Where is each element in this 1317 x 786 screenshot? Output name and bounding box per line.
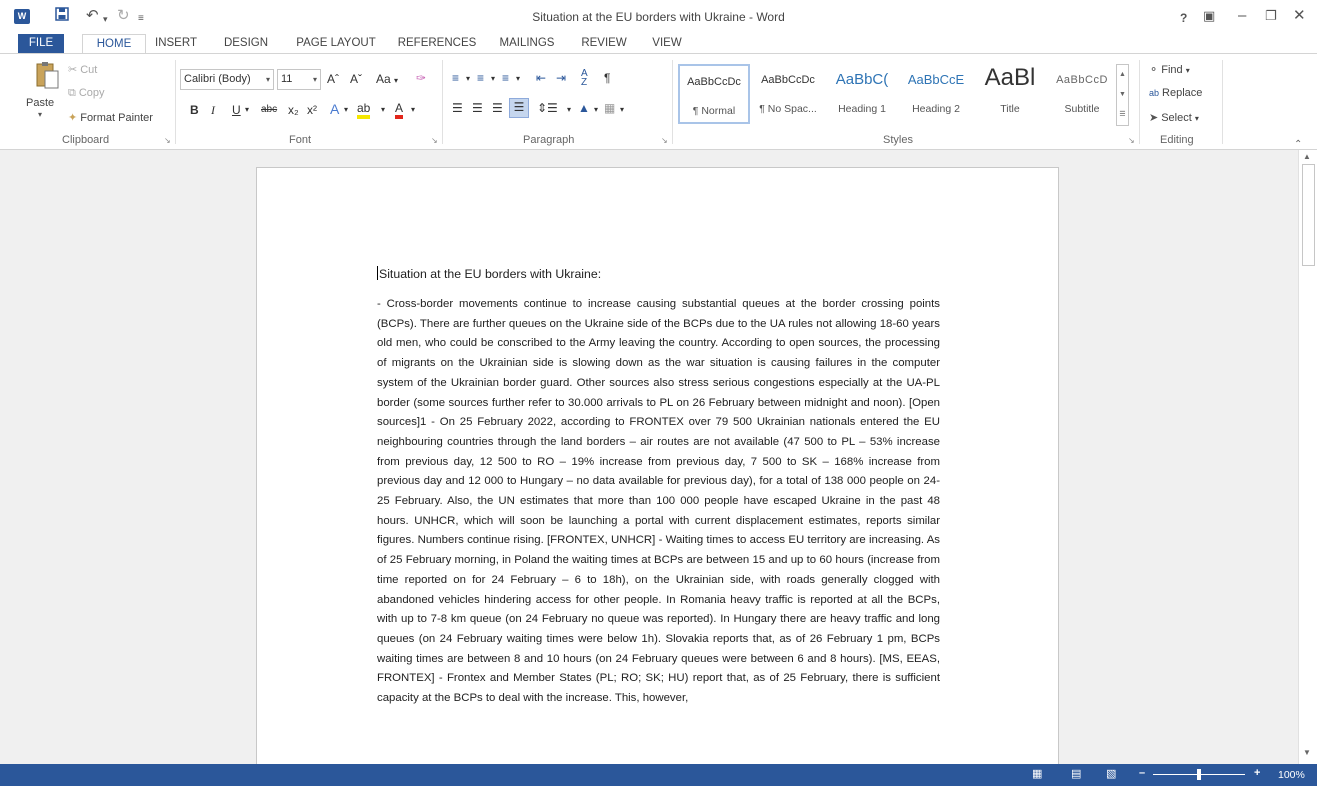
vertical-scrollbar[interactable]: [1298, 150, 1317, 764]
group-divider: [1139, 60, 1140, 144]
style-subtitle[interactable]: [1046, 64, 1118, 124]
copy-icon: ⧉: [68, 87, 76, 99]
chevron-down-icon[interactable]: ▾: [491, 74, 496, 83]
chevron-down-icon[interactable]: ▾: [381, 105, 386, 114]
style-name: Title: [1000, 103, 1020, 115]
undo-icon[interactable]: ↶: [86, 7, 99, 24]
styles-group-label: Styles: [883, 134, 913, 146]
select-label: Select: [1161, 112, 1192, 124]
tab-references[interactable]: REFERENCES: [397, 37, 477, 49]
tab-file[interactable]: FILE: [18, 34, 64, 54]
tab-mailings[interactable]: MAILINGS: [499, 37, 555, 49]
sort-icon[interactable]: A Z: [581, 68, 588, 88]
chevron-down-icon: ▾: [312, 75, 317, 84]
shading-icon[interactable]: ▲: [578, 101, 590, 115]
numbering-icon[interactable]: ≡: [477, 71, 485, 85]
format-painter-label: Format Painter: [80, 112, 153, 124]
style-name: ¶ No Spac...: [759, 103, 817, 115]
read-mode-icon[interactable]: ▦: [1032, 768, 1043, 780]
document-page[interactable]: [256, 167, 1059, 764]
bullets-icon[interactable]: ≡: [452, 71, 460, 85]
print-layout-icon[interactable]: ▤: [1071, 768, 1082, 780]
underline-button[interactable]: U: [232, 103, 241, 117]
style-name: Subtitle: [1064, 103, 1100, 115]
style-preview: AaBbCcDc: [761, 74, 815, 86]
styles-scroll[interactable]: [1116, 64, 1129, 126]
chevron-down-icon[interactable]: ▾: [466, 74, 471, 83]
document-heading[interactable]: [377, 266, 601, 281]
tab-home[interactable]: HOME: [82, 34, 146, 54]
paragraph-launcher-icon[interactable]: ↘: [661, 136, 668, 145]
style-title[interactable]: [974, 64, 1046, 124]
clipboard-group-label: Clipboard: [62, 134, 110, 146]
underline-dropdown-icon[interactable]: ▾: [245, 105, 250, 114]
chevron-down-icon: ▾: [265, 75, 270, 84]
copy-label: Copy: [78, 87, 105, 99]
chevron-down-icon[interactable]: ▾: [516, 74, 521, 83]
font-size-dropdown[interactable]: [277, 69, 321, 90]
italic-button[interactable]: I: [211, 103, 215, 117]
ribbon-display-icon[interactable]: ▣: [1203, 8, 1216, 23]
find-button[interactable]: [1149, 63, 1190, 76]
cut-label: Cut: [80, 64, 98, 76]
redo-icon[interactable]: ↻: [117, 7, 130, 24]
tab-design[interactable]: DESIGN: [223, 37, 269, 49]
chevron-down-icon[interactable]: ▼: [1119, 91, 1126, 98]
binoculars-icon: ⚬: [1149, 64, 1159, 76]
align-center-icon[interactable]: ☰: [472, 101, 483, 115]
close-icon[interactable]: ✕: [1293, 7, 1306, 24]
replace-icon: ab: [1149, 88, 1160, 98]
group-divider: [1222, 60, 1223, 144]
status-bar: [0, 764, 1317, 786]
grow-font-button[interactable]: Aˆ: [327, 72, 339, 86]
subscript-button[interactable]: x₂: [288, 103, 299, 117]
style-preview: AaBl: [984, 64, 1036, 91]
ribbon: [0, 53, 1317, 150]
tab-review[interactable]: REVIEW: [581, 37, 627, 49]
change-case-label: Aa: [376, 72, 391, 86]
style-heading-1[interactable]: [826, 64, 898, 124]
tab-page-layout[interactable]: PAGE LAYOUT: [296, 37, 376, 49]
font-name-dropdown[interactable]: [180, 69, 274, 90]
scroll-thumb[interactable]: [1302, 164, 1315, 266]
document-heading-text: Situation at the EU borders with Ukraine:: [379, 267, 602, 281]
zoom-slider-thumb[interactable]: [1197, 769, 1201, 780]
undo-dropdown-icon[interactable]: ▾: [103, 14, 108, 24]
brush-icon: ✦: [68, 112, 78, 124]
clipboard-launcher-icon[interactable]: ↘: [164, 136, 171, 145]
strikethrough-button[interactable]: abc: [261, 104, 278, 115]
zoom-out-icon[interactable]: –: [1139, 767, 1146, 779]
chevron-down-icon[interactable]: ▾: [411, 105, 416, 114]
ribbon-tabs: [0, 34, 1317, 54]
copy-button[interactable]: [68, 87, 105, 100]
font-size-value: 11: [281, 73, 293, 85]
web-layout-icon[interactable]: ▧: [1106, 768, 1117, 780]
document-canvas: [0, 150, 1298, 764]
chevron-down-icon[interactable]: ▾: [344, 105, 349, 114]
format-painter-button[interactable]: [68, 111, 153, 124]
shrink-font-button[interactable]: Aˇ: [350, 72, 362, 86]
font-color-icon[interactable]: A: [395, 100, 403, 116]
show-marks-icon[interactable]: ¶: [604, 71, 611, 85]
style-normal[interactable]: [678, 64, 750, 124]
window-title: Situation at the EU borders with Ukraine - Word: [532, 10, 785, 24]
restore-icon[interactable]: ❐: [1265, 8, 1277, 23]
tab-view[interactable]: VIEW: [652, 37, 682, 49]
chevron-up-icon[interactable]: ▲: [1119, 71, 1126, 78]
scissors-icon: ✂: [68, 64, 78, 76]
font-group-label: Font: [289, 134, 312, 146]
zoom-level[interactable]: 100%: [1278, 769, 1305, 781]
text-cursor: [377, 266, 378, 280]
line-spacing-icon[interactable]: ⇕☰: [537, 101, 558, 115]
paste-label[interactable]: Paste: [26, 97, 55, 109]
find-label: Find: [1161, 64, 1183, 76]
replace-button[interactable]: [1149, 87, 1202, 99]
justify-icon[interactable]: ☰: [509, 98, 529, 118]
chevron-down-icon: ▾: [1185, 66, 1190, 75]
align-left-icon[interactable]: ☰: [452, 101, 463, 115]
chevron-down-icon[interactable]: ▾: [594, 105, 599, 114]
highlight-color-icon[interactable]: ab: [357, 100, 370, 116]
style-heading-2[interactable]: [900, 64, 972, 124]
word-logo-icon[interactable]: W: [14, 9, 30, 24]
text-effects-icon[interactable]: A: [330, 101, 340, 117]
paste-dropdown-icon[interactable]: ▾: [38, 110, 43, 119]
zoom-in-icon[interactable]: +: [1254, 767, 1261, 779]
superscript-button[interactable]: x²: [307, 103, 317, 117]
style-name: ¶ Normal: [692, 105, 736, 117]
style-preview: AaBbC(: [835, 71, 889, 88]
scroll-up-icon[interactable]: ▲: [1303, 152, 1311, 161]
document-body[interactable]: - Cross-border movements continue to increase causing substantial queues at the border crossing points (BCPs). There are further queues on the Ukraine side of the BCPs due to the UA rules not allowing 18-60 years old men, who could be conscribed to the Army leaving the country. According to open sources, the processing of migrants on the Ukrainian side is slowing down as the war situation is causing failures in the computer system of the Ukrainian border guard. Other sources also stress serious congestions especially at the UA-PL border (some sources further refer to 30.000 arrivals to PL on 26 February between midnight and noon). [Open sources]1 - On 25 February 2022, according to FRONTEX over 79 500 Ukrainian nationals entered the EU neighbouring countries through the land borders – air routes are not available (47 500 to PL – 53% increase from previous day, 12 500 to RO – 19% increase from previous day, 7 500 to SK – 168% increase from previous day and 12 000 to Hungary – no data available for previous day), for a total of 138 000 people on 24-25 February. Also, the UN estimates that more than 100 000 people have escaped Ukraine in the past 48 hours. UNHCR, which will soon be launching a portal with current displacement estimates, reports similar figures. Numbers continue rising. [FRONTEX, UNHCR] - Waiting times to access EU territory are increasing. As of 25 February morning, in Poland the waiting times at BCPs are between 15 and up to 60 hours (increase from time reported on for 24 February – 6 to 18h), on the Ukrainian side, with roads generally clogged with abandoned vehicles hindering access for other people. In Romania heavy traffic is reported at all the BCPs, with up to 7-8 km queue (on 24 February no queue was reported). In Hungary there are heavy traffic and long queues (on 24 February waiting times were below 1h). Slovakia reports that, as of 26 February 1 pm, BCPs waiting times are between 8 and 10 hours (on 24 February queues were between 6 and 8 hours). [MS, EEAS, FRONTEX] - Frontex and Member States (PL; RO; SK; HU) report that, as of 25 February, there is sufficient capacity at the BCPs to deal with the increase. This, however,: [377, 298, 940, 705]
chevron-down-icon[interactable]: ▾: [620, 105, 625, 114]
cut-button[interactable]: [68, 63, 97, 76]
change-case-button[interactable]: [376, 71, 398, 89]
minimize-icon[interactable]: –: [1238, 7, 1247, 24]
collapse-ribbon-icon[interactable]: ⌃: [1294, 139, 1303, 150]
paste-icon: [34, 60, 60, 90]
style-no-spacing[interactable]: [752, 64, 824, 124]
more-styles-icon[interactable]: ☰: [1119, 111, 1126, 118]
style-name: Heading 1: [838, 103, 886, 115]
font-launcher-icon[interactable]: ↘: [431, 136, 438, 145]
chevron-down-icon[interactable]: ▾: [567, 105, 572, 114]
style-name: Heading 2: [912, 103, 960, 115]
scroll-down-icon[interactable]: ▼: [1303, 748, 1311, 757]
help-icon[interactable]: ?: [1180, 11, 1188, 25]
group-divider: [442, 60, 443, 144]
align-right-icon[interactable]: ☰: [492, 101, 503, 115]
select-button[interactable]: [1149, 111, 1199, 124]
bold-button[interactable]: B: [190, 103, 199, 117]
decrease-indent-icon[interactable]: ⇤: [536, 71, 547, 85]
style-preview: AaBbCcDc: [687, 76, 741, 88]
title-bar: [0, 0, 1317, 34]
styles-launcher-icon[interactable]: ↘: [1128, 136, 1135, 145]
editing-group-label: Editing: [1160, 134, 1194, 146]
style-preview: AaBbCcE: [907, 72, 965, 87]
replace-label: Replace: [1162, 87, 1203, 99]
chevron-down-icon: ▾: [1194, 114, 1199, 123]
borders-icon[interactable]: ▦: [604, 101, 616, 115]
group-divider: [175, 60, 176, 144]
tab-insert[interactable]: INSERT: [155, 37, 197, 49]
customize-qat-icon[interactable]: ≡: [138, 13, 144, 24]
clear-formatting-icon[interactable]: ✑: [416, 71, 427, 85]
cursor-arrow-icon: ➤: [1149, 112, 1159, 124]
chevron-down-icon: ▾: [394, 76, 399, 85]
group-divider: [672, 60, 673, 144]
font-name-value: Calibri (Body): [184, 73, 251, 85]
styles-gallery: [678, 62, 1128, 126]
paragraph-group-label: Paragraph: [523, 134, 575, 146]
style-preview: AaBbCcD: [1056, 74, 1108, 86]
increase-indent-icon[interactable]: ⇥: [556, 71, 567, 85]
multilevel-list-icon[interactable]: ≡: [502, 71, 510, 85]
